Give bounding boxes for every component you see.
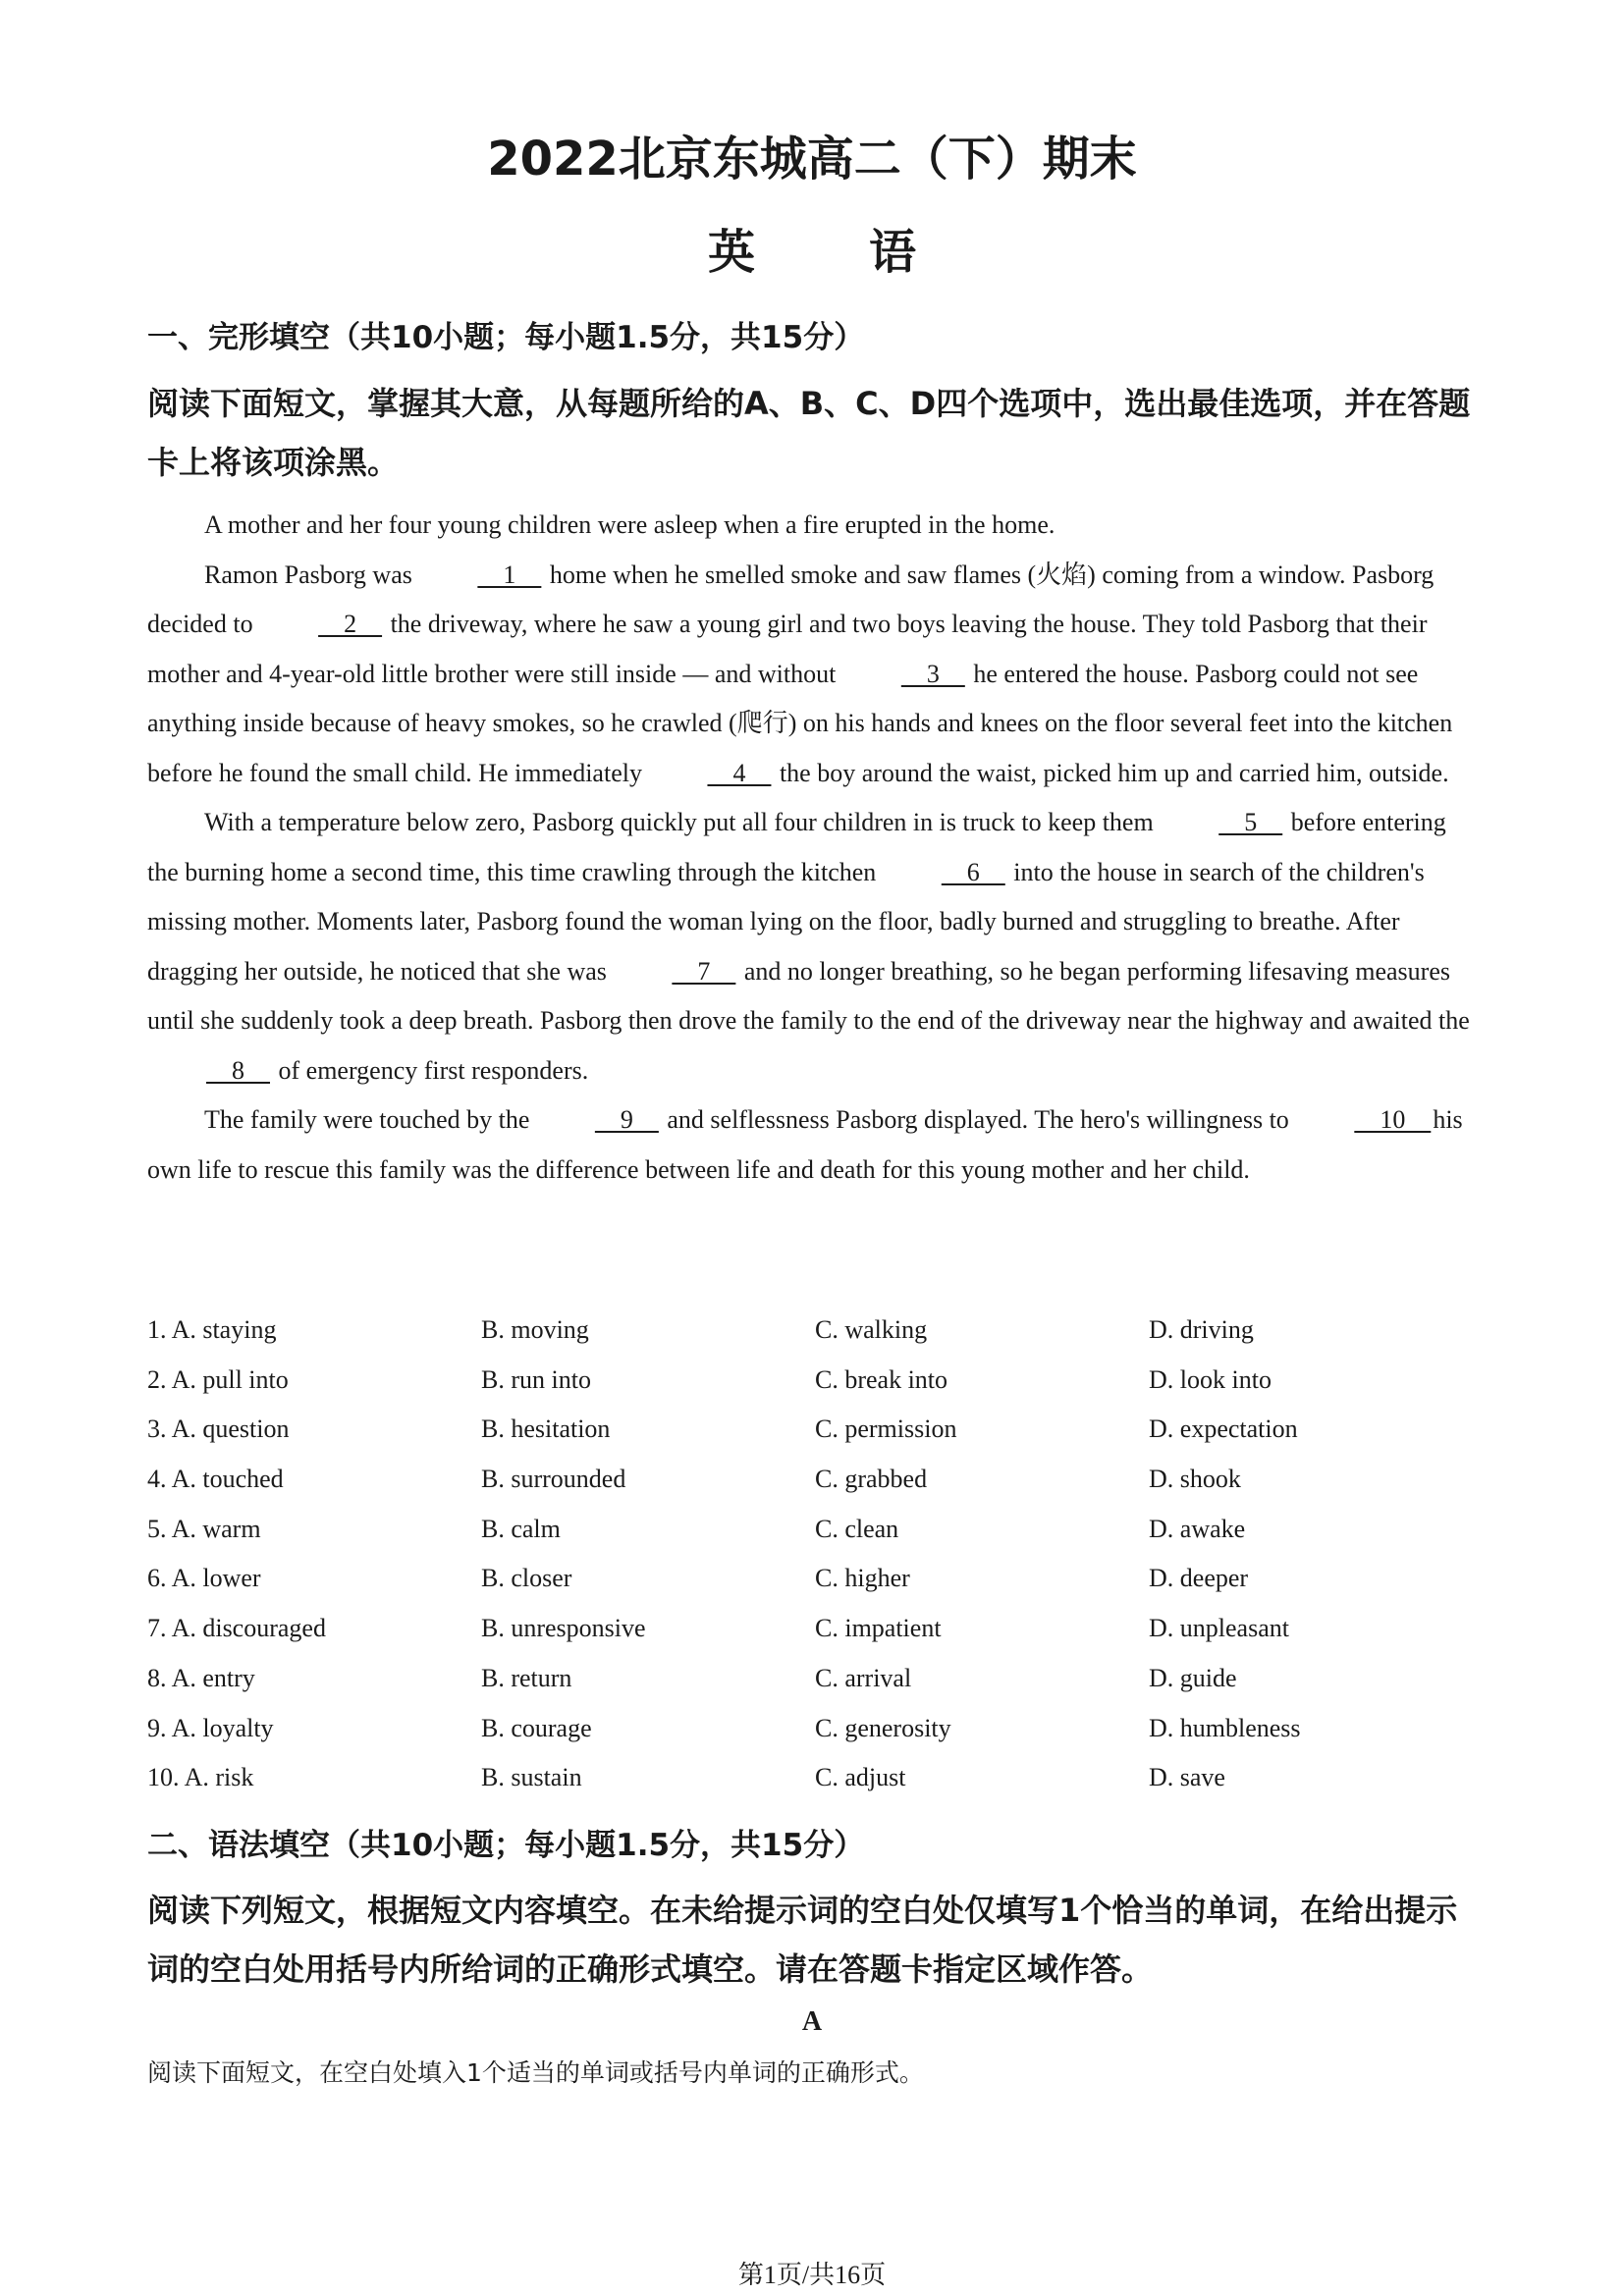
- exam-title: 2022北京东城高二（下）期末: [487, 132, 1137, 187]
- option-a: 2. A. pull into: [147, 1364, 289, 1394]
- option-row: [147, 1554, 1483, 1604]
- option-c: C. higher: [815, 1564, 910, 1593]
- option-b: B. run into: [481, 1364, 591, 1394]
- option-d: D. driving: [1149, 1315, 1254, 1344]
- option-row: [147, 1753, 1483, 1803]
- option-d: D. humbleness: [1149, 1713, 1301, 1742]
- blank-5: 5: [1218, 808, 1283, 836]
- option-c: C. break into: [815, 1364, 948, 1394]
- answer-options: [147, 1306, 1483, 1803]
- blank-10: 10: [1354, 1105, 1432, 1134]
- option-b: B. calm: [481, 1514, 561, 1543]
- option-b: B. surrounded: [481, 1465, 626, 1494]
- blank-1: 1: [477, 560, 542, 589]
- option-c: C. arrival: [815, 1663, 912, 1692]
- option-c: C. adjust: [815, 1763, 906, 1792]
- blank-6: 6: [941, 857, 1005, 886]
- option-d: D. look into: [1149, 1364, 1272, 1394]
- section1-instruction: 阅读下面短文，掌握其大意，从每题所给的A、B、C、D四个选项中，选出最佳选项，并在答题卡上将该项涂黑。: [147, 385, 1471, 481]
- subject-char-2: 语: [869, 225, 917, 280]
- option-row: [147, 1405, 1483, 1455]
- option-row: [147, 1704, 1483, 1754]
- section2-heading: 二、语法填空（共10小题；每小题1.5分，共15分）: [147, 1828, 865, 1863]
- option-c: C. permission: [815, 1415, 957, 1444]
- subject-char-1: 英: [707, 225, 755, 280]
- option-a: 1. A. staying: [147, 1315, 277, 1344]
- passage-paragraph-2: Ramon Pasborg was 1 home when he smelled smoke and saw flames (火焰) coming from a window. Pasborg decided to 2 the driveway, where he saw a young girl and two boys leaving the house. They told Pasborg that their mother and 4-year-old little brother were still inside — and without 3 he entered the house. Pasborg could not see anything inside because of heavy smokes, so he crawled (爬行) on his hands and knees on the floor several feet into the kitchen before he found the small child. He immediately 4 the boy around the waist, picked him up and carried him, outside.: [147, 551, 1483, 799]
- blank-2: 2: [318, 610, 383, 638]
- passage-paragraph-4: The family were touched by the 9 and selflessness Pasborg displayed. The hero's willingness to 10 his own life to rescue this family was the difference between life and death for this young mother and her child.: [147, 1095, 1483, 1195]
- blank-9: 9: [594, 1105, 659, 1134]
- option-row: [147, 1455, 1483, 1505]
- cloze-passage: [147, 501, 1483, 1195]
- option-a: 3. A. question: [147, 1415, 290, 1444]
- option-d: D. shook: [1149, 1465, 1241, 1494]
- page-number: 第1页/共16页: [737, 2261, 887, 2289]
- option-d: D. guide: [1149, 1663, 1237, 1692]
- option-row: [147, 1505, 1483, 1555]
- option-d: D. unpleasant: [1149, 1614, 1289, 1643]
- option-a: 4. A. touched: [147, 1465, 284, 1494]
- option-d: D. deeper: [1149, 1564, 1249, 1593]
- option-c: C. impatient: [815, 1614, 942, 1643]
- blank-7: 7: [672, 956, 736, 986]
- passage-paragraph-1: A mother and her four young children were asleep when a fire erupted in the home.: [204, 510, 1056, 539]
- option-d: D. awake: [1149, 1514, 1246, 1543]
- blank-4: 4: [707, 758, 772, 787]
- option-d: D. save: [1149, 1763, 1225, 1792]
- option-c: C. walking: [815, 1315, 928, 1344]
- blank-3: 3: [900, 659, 965, 688]
- option-a: 6. A. lower: [147, 1564, 261, 1593]
- part-a-label: A: [801, 2006, 823, 2037]
- option-row: [147, 1356, 1483, 1406]
- passage-paragraph-3: With a temperature below zero, Pasborg quickly put all four children in is truck to keep them 5 before entering the burning home a second time, this time crawling through the kitchen 6 into the house in search of the children's missing mother. Moments later, Pasborg found the woman lying on the floor, badly burned and struggling to breathe. After dragging her outside, he noticed that she was 7 and no longer breathing, so he began performing lifesaving measures until she suddenly took a deep breath. Pasborg then drove the family to the end of the driveway near the highway and awaited the 8 of emergency first responders.: [147, 798, 1483, 1095]
- option-a: 10. A. risk: [147, 1763, 254, 1792]
- option-c: C. grabbed: [815, 1465, 928, 1494]
- option-b: B. return: [481, 1663, 572, 1692]
- option-b: B. unresponsive: [481, 1614, 646, 1643]
- option-b: B. hesitation: [481, 1415, 611, 1444]
- option-c: C. generosity: [815, 1713, 951, 1742]
- section2-instruction: 阅读下列短文，根据短文内容填空。在未给提示词的空白处仅填写1个恰当的单词，在给出提示词的空白处用括号内所给词的正确形式填空。请在答题卡指定区域作答。: [147, 1892, 1458, 1988]
- option-row: [147, 1654, 1483, 1704]
- blank-8: 8: [206, 1055, 270, 1085]
- option-row: [147, 1306, 1483, 1356]
- part-a-instruction: 阅读下面短文，在空白处填入1个适当的单词或括号内单词的正确形式。: [147, 2058, 924, 2087]
- option-a: 7. A. discouraged: [147, 1614, 326, 1643]
- option-b: B. closer: [481, 1564, 572, 1593]
- option-b: B. sustain: [481, 1763, 582, 1792]
- subject-title: [0, 218, 1624, 287]
- section1-heading: 一、完形填空（共10小题；每小题1.5分，共15分）: [147, 320, 865, 355]
- option-d: D. expectation: [1149, 1415, 1298, 1444]
- option-b: B. courage: [481, 1713, 592, 1742]
- option-row: [147, 1604, 1483, 1654]
- option-a: 9. A. loyalty: [147, 1713, 274, 1742]
- option-c: C. clean: [815, 1514, 899, 1543]
- option-b: B. moving: [481, 1315, 589, 1344]
- option-a: 5. A. warm: [147, 1514, 261, 1543]
- option-a: 8. A. entry: [147, 1663, 255, 1692]
